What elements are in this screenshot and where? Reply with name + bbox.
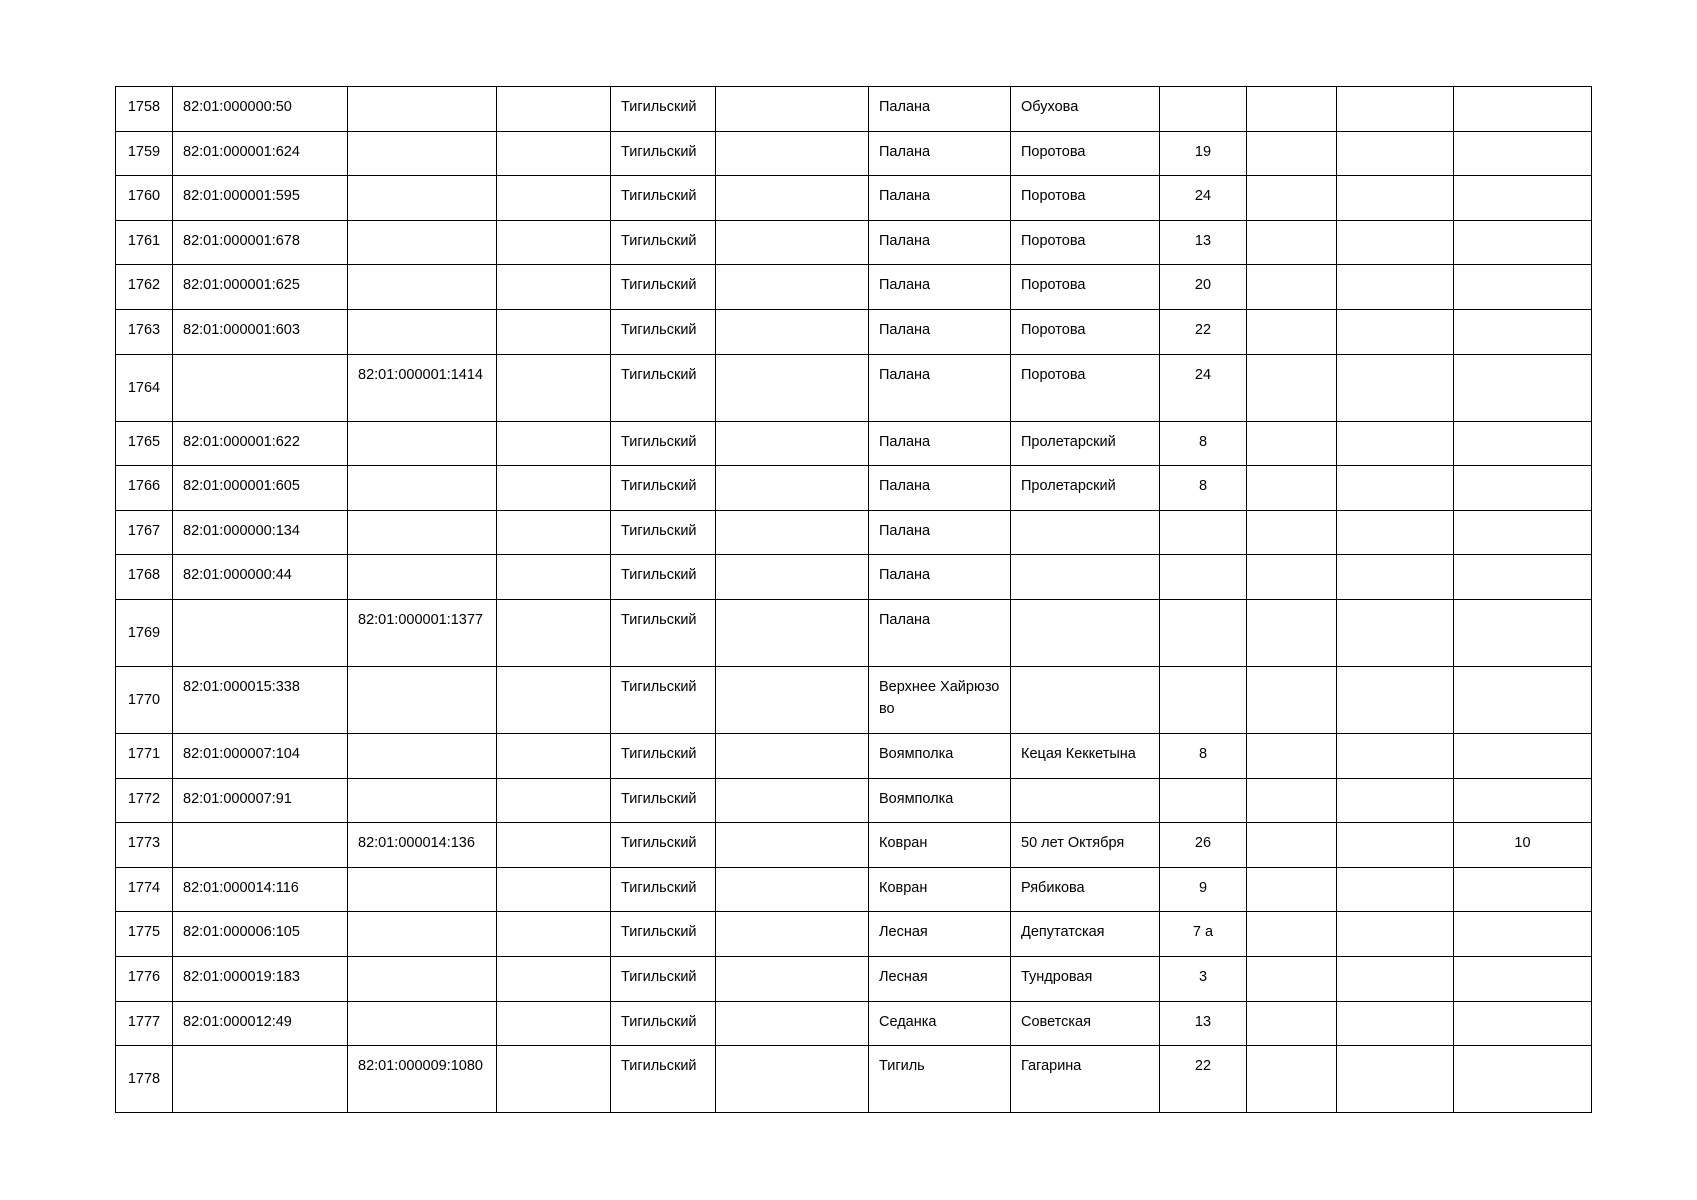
row-number-cell: 1760 [116,176,173,221]
cadastral-number-cell: 82:01:000001:595 [173,176,348,221]
settlement-cell: Тигиль [869,1046,1011,1113]
apartment-number-cell [1454,176,1592,221]
empty-cell [1337,309,1454,354]
house-number-cell: 8 [1160,733,1247,778]
cadastral-number-alt-cell [348,87,497,132]
row-number-cell: 1762 [116,265,173,310]
table-row [116,176,1592,221]
apartment-number-cell [1454,555,1592,600]
empty-cell [1337,220,1454,265]
table-row [116,733,1592,778]
apartment-number-cell [1454,265,1592,310]
empty-cell [497,87,611,132]
street-cell: Советская [1011,1001,1160,1046]
empty-cell [1247,1046,1337,1113]
table-row [116,1001,1592,1046]
table-row [116,466,1592,511]
street-cell: Поротова [1011,176,1160,221]
registry-table [115,86,1592,1113]
empty-cell [497,421,611,466]
empty-cell [1247,956,1337,1001]
table-row [116,354,1592,421]
settlement-cell: Лесная [869,956,1011,1001]
row-number-cell: 1770 [116,666,173,733]
settlement-cell: Верхнее Хайрюзово [869,666,1011,733]
house-number-cell: 7 а [1160,912,1247,957]
apartment-number-cell [1454,599,1592,666]
table-body [116,87,1592,1113]
settlement-cell: Ковран [869,823,1011,868]
empty-cell [716,956,869,1001]
empty-cell [716,555,869,600]
district-cell: Тигильский [611,555,716,600]
district-cell: Тигильский [611,778,716,823]
empty-cell [497,599,611,666]
empty-cell [497,555,611,600]
empty-cell [1337,1046,1454,1113]
street-cell: Гагарина [1011,1046,1160,1113]
house-number-cell: 9 [1160,867,1247,912]
house-number-cell [1160,599,1247,666]
empty-cell [497,176,611,221]
empty-cell [497,1001,611,1046]
empty-cell [716,1046,869,1113]
house-number-cell: 13 [1160,220,1247,265]
district-cell: Тигильский [611,87,716,132]
street-cell: Пролетарский [1011,421,1160,466]
empty-cell [716,733,869,778]
apartment-number-cell [1454,131,1592,176]
apartment-number-cell [1454,956,1592,1001]
apartment-number-cell [1454,87,1592,132]
empty-cell [1247,778,1337,823]
settlement-cell: Палана [869,599,1011,666]
apartment-number-cell [1454,733,1592,778]
house-number-cell: 26 [1160,823,1247,868]
empty-cell [716,778,869,823]
cadastral-number-alt-cell [348,265,497,310]
cadastral-number-cell [173,1046,348,1113]
apartment-number-cell [1454,1001,1592,1046]
street-cell: Поротова [1011,354,1160,421]
cadastral-number-cell: 82:01:000001:605 [173,466,348,511]
cadastral-number-alt-cell [348,666,497,733]
row-number-cell: 1764 [116,354,173,421]
cadastral-number-cell: 82:01:000006:105 [173,912,348,957]
house-number-cell [1160,666,1247,733]
apartment-number-cell [1454,510,1592,555]
district-cell: Тигильский [611,666,716,733]
cadastral-number-cell: 82:01:000007:104 [173,733,348,778]
district-cell: Тигильский [611,265,716,310]
apartment-number-cell [1454,1046,1592,1113]
district-cell: Тигильский [611,176,716,221]
row-number-cell: 1776 [116,956,173,1001]
cadastral-number-cell [173,823,348,868]
cadastral-number-cell: 82:01:000000:134 [173,510,348,555]
house-number-cell [1160,87,1247,132]
table-row [116,87,1592,132]
apartment-number-cell [1454,354,1592,421]
empty-cell [1337,510,1454,555]
cadastral-number-alt-cell: 82:01:000001:1377 [348,599,497,666]
empty-cell [716,220,869,265]
cadastral-number-alt-cell [348,956,497,1001]
table-row [116,555,1592,600]
empty-cell [716,912,869,957]
empty-cell [497,510,611,555]
row-number-cell: 1773 [116,823,173,868]
house-number-cell: 19 [1160,131,1247,176]
empty-cell [497,265,611,310]
empty-cell [716,666,869,733]
street-cell [1011,599,1160,666]
cadastral-number-cell: 82:01:000019:183 [173,956,348,1001]
street-cell: 50 лет Октября [1011,823,1160,868]
row-number-cell: 1766 [116,466,173,511]
empty-cell [716,599,869,666]
empty-cell [1247,666,1337,733]
empty-cell [497,912,611,957]
district-cell: Тигильский [611,823,716,868]
cadastral-number-alt-cell: 82:01:000001:1414 [348,354,497,421]
settlement-cell: Воямполка [869,778,1011,823]
house-number-cell: 22 [1160,1046,1247,1113]
table-row [116,265,1592,310]
empty-cell [1337,354,1454,421]
cadastral-number-cell: 82:01:000007:91 [173,778,348,823]
apartment-number-cell [1454,421,1592,466]
empty-cell [497,733,611,778]
district-cell: Тигильский [611,912,716,957]
empty-cell [1337,1001,1454,1046]
house-number-cell: 22 [1160,309,1247,354]
empty-cell [716,309,869,354]
empty-cell [716,87,869,132]
empty-cell [497,823,611,868]
empty-cell [716,867,869,912]
row-number-cell: 1772 [116,778,173,823]
row-number-cell: 1767 [116,510,173,555]
empty-cell [1247,131,1337,176]
empty-cell [716,466,869,511]
house-number-cell: 20 [1160,265,1247,310]
empty-cell [1247,176,1337,221]
empty-cell [497,867,611,912]
house-number-cell: 24 [1160,354,1247,421]
empty-cell [1247,555,1337,600]
empty-cell [716,823,869,868]
empty-cell [1247,599,1337,666]
district-cell: Тигильский [611,599,716,666]
table-row [116,956,1592,1001]
house-number-cell [1160,510,1247,555]
street-cell [1011,555,1160,600]
street-cell: Поротова [1011,220,1160,265]
cadastral-number-alt-cell: 82:01:000009:1080 [348,1046,497,1113]
cadastral-number-alt-cell [348,421,497,466]
empty-cell [716,131,869,176]
empty-cell [716,510,869,555]
row-number-cell: 1763 [116,309,173,354]
empty-cell [1337,956,1454,1001]
district-cell: Тигильский [611,1046,716,1113]
table-row [116,599,1592,666]
district-cell: Тигильский [611,1001,716,1046]
settlement-cell: Палана [869,354,1011,421]
row-number-cell: 1758 [116,87,173,132]
empty-cell [1337,666,1454,733]
street-cell: Тундровая [1011,956,1160,1001]
district-cell: Тигильский [611,466,716,511]
cadastral-number-cell: 82:01:000001:622 [173,421,348,466]
table-row [116,131,1592,176]
cadastral-number-alt-cell [348,778,497,823]
empty-cell [497,666,611,733]
district-cell: Тигильский [611,867,716,912]
table-row [116,666,1592,733]
settlement-cell: Лесная [869,912,1011,957]
row-number-cell: 1759 [116,131,173,176]
district-cell: Тигильский [611,956,716,1001]
table-row [116,309,1592,354]
empty-cell [716,265,869,310]
house-number-cell [1160,778,1247,823]
district-cell: Тигильский [611,510,716,555]
cadastral-number-cell [173,354,348,421]
cadastral-number-alt-cell [348,220,497,265]
empty-cell [1337,555,1454,600]
house-number-cell: 8 [1160,466,1247,511]
table-row [116,823,1592,868]
cadastral-number-alt-cell [348,131,497,176]
street-cell: Поротова [1011,131,1160,176]
street-cell: Кецая Кеккетына [1011,733,1160,778]
street-cell: Депутатская [1011,912,1160,957]
row-number-cell: 1775 [116,912,173,957]
settlement-cell: Палана [869,176,1011,221]
table-row [116,912,1592,957]
empty-cell [1337,733,1454,778]
empty-cell [497,956,611,1001]
house-number-cell: 24 [1160,176,1247,221]
empty-cell [1247,309,1337,354]
district-cell: Тигильский [611,421,716,466]
house-number-cell [1160,555,1247,600]
empty-cell [1247,354,1337,421]
row-number-cell: 1774 [116,867,173,912]
street-cell: Рябикова [1011,867,1160,912]
apartment-number-cell [1454,867,1592,912]
cadastral-number-cell: 82:01:000000:50 [173,87,348,132]
cadastral-number-alt-cell [348,912,497,957]
empty-cell [1337,466,1454,511]
row-number-cell: 1765 [116,421,173,466]
empty-cell [1247,87,1337,132]
cadastral-number-alt-cell [348,555,497,600]
apartment-number-cell [1454,778,1592,823]
settlement-cell: Палана [869,421,1011,466]
row-number-cell: 1771 [116,733,173,778]
row-number-cell: 1761 [116,220,173,265]
empty-cell [497,309,611,354]
apartment-number-cell [1454,466,1592,511]
street-cell [1011,778,1160,823]
empty-cell [1247,867,1337,912]
settlement-cell: Воямполка [869,733,1011,778]
house-number-cell: 8 [1160,421,1247,466]
empty-cell [1337,867,1454,912]
apartment-number-cell [1454,309,1592,354]
street-cell [1011,666,1160,733]
cadastral-number-alt-cell [348,176,497,221]
empty-cell [1247,421,1337,466]
cadastral-number-alt-cell [348,867,497,912]
empty-cell [716,421,869,466]
empty-cell [1337,87,1454,132]
empty-cell [1247,912,1337,957]
empty-cell [1337,599,1454,666]
table-row [116,1046,1592,1113]
table-row [116,220,1592,265]
empty-cell [1337,421,1454,466]
apartment-number-cell [1454,912,1592,957]
settlement-cell: Палана [869,510,1011,555]
cadastral-number-cell: 82:01:000001:678 [173,220,348,265]
settlement-cell: Палана [869,466,1011,511]
cadastral-number-alt-cell [348,466,497,511]
cadastral-number-cell [173,599,348,666]
house-number-cell: 13 [1160,1001,1247,1046]
empty-cell [716,1001,869,1046]
empty-cell [1337,912,1454,957]
settlement-cell: Ковран [869,867,1011,912]
house-number-cell: 3 [1160,956,1247,1001]
cadastral-number-cell: 82:01:000012:49 [173,1001,348,1046]
empty-cell [1247,466,1337,511]
cadastral-number-alt-cell [348,510,497,555]
empty-cell [1247,510,1337,555]
row-number-cell: 1777 [116,1001,173,1046]
cadastral-number-cell: 82:01:000001:603 [173,309,348,354]
empty-cell [497,131,611,176]
table-row [116,778,1592,823]
empty-cell [497,778,611,823]
cadastral-number-cell: 82:01:000000:44 [173,555,348,600]
table-row [116,421,1592,466]
row-number-cell: 1769 [116,599,173,666]
cadastral-number-alt-cell [348,733,497,778]
row-number-cell: 1768 [116,555,173,600]
street-cell: Поротова [1011,265,1160,310]
settlement-cell: Палана [869,265,1011,310]
empty-cell [497,1046,611,1113]
settlement-cell: Палана [869,555,1011,600]
table-row [116,510,1592,555]
district-cell: Тигильский [611,354,716,421]
cadastral-number-alt-cell [348,309,497,354]
empty-cell [497,220,611,265]
row-number-cell: 1778 [116,1046,173,1113]
empty-cell [1337,131,1454,176]
empty-cell [1337,778,1454,823]
cadastral-number-cell: 82:01:000014:116 [173,867,348,912]
cadastral-number-cell: 82:01:000001:624 [173,131,348,176]
settlement-cell: Палана [869,131,1011,176]
cadastral-number-alt-cell [348,1001,497,1046]
cadastral-number-cell: 82:01:000015:338 [173,666,348,733]
empty-cell [1337,265,1454,310]
settlement-cell: Палана [869,309,1011,354]
settlement-cell: Седанка [869,1001,1011,1046]
settlement-cell: Палана [869,87,1011,132]
empty-cell [1247,823,1337,868]
empty-cell [497,354,611,421]
apartment-number-cell: 10 [1454,823,1592,868]
apartment-number-cell [1454,220,1592,265]
empty-cell [716,176,869,221]
settlement-cell: Палана [869,220,1011,265]
table-row [116,867,1592,912]
cadastral-number-cell: 82:01:000001:625 [173,265,348,310]
district-cell: Тигильский [611,733,716,778]
empty-cell [716,354,869,421]
empty-cell [1247,733,1337,778]
cadastral-number-alt-cell: 82:01:000014:136 [348,823,497,868]
empty-cell [1337,823,1454,868]
empty-cell [1247,1001,1337,1046]
street-cell: Обухова [1011,87,1160,132]
apartment-number-cell [1454,666,1592,733]
street-cell [1011,510,1160,555]
empty-cell [1337,176,1454,221]
empty-cell [497,466,611,511]
empty-cell [1247,265,1337,310]
street-cell: Поротова [1011,309,1160,354]
district-cell: Тигильский [611,220,716,265]
empty-cell [1247,220,1337,265]
district-cell: Тигильский [611,131,716,176]
district-cell: Тигильский [611,309,716,354]
street-cell: Пролетарский [1011,466,1160,511]
